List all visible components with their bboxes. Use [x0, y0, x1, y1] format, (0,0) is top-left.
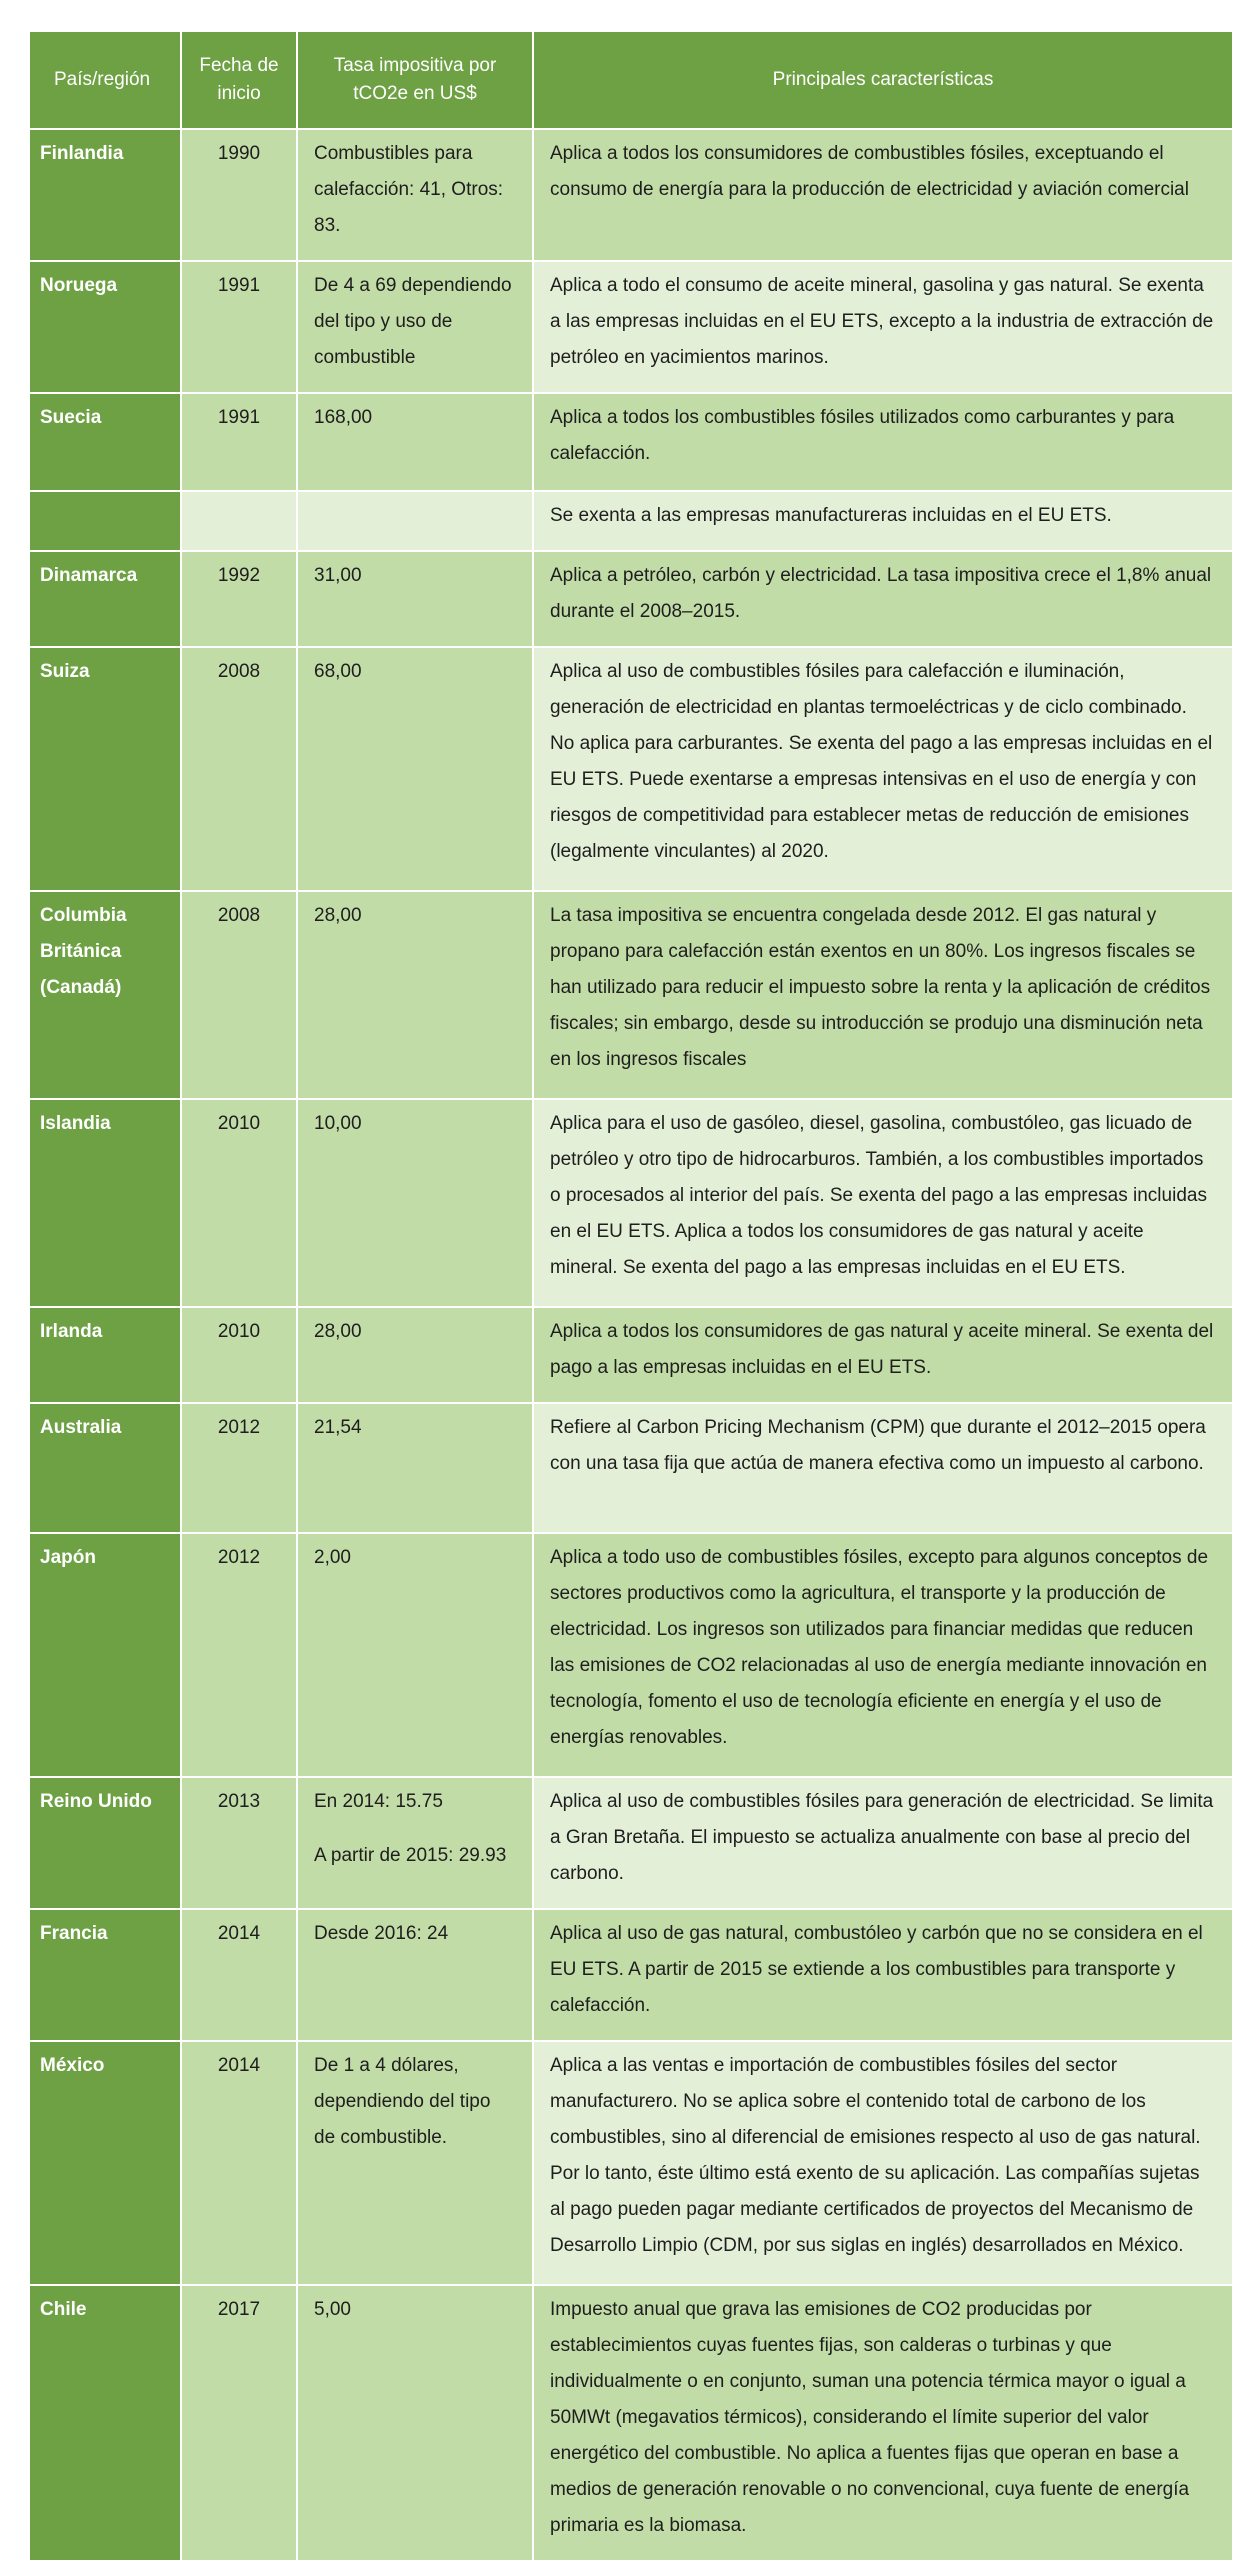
country-cell: Finlandia	[29, 129, 181, 261]
table-body	[29, 129, 1233, 2561]
rate-line: A partir de 2015: 29.93	[314, 1845, 507, 1866]
table-row	[29, 261, 1233, 393]
table-row	[29, 1099, 1233, 1307]
table-row	[29, 393, 1233, 491]
rate-cell	[297, 129, 533, 261]
table-row	[29, 1909, 1233, 2041]
rate-cell	[297, 1777, 533, 1909]
year-cell: 1992	[181, 551, 297, 647]
table-row	[29, 1533, 1233, 1777]
rate-line: 68,00	[314, 661, 362, 682]
features-cell: Aplica al uso de combustibles fósiles para generación de electricidad. Se limita a Gran Bretaña. El impuesto se actualiza anualmente con base al precio del carbono.	[533, 1777, 1233, 1909]
year-cell: 2013	[181, 1777, 297, 1909]
country-cell: México	[29, 2041, 181, 2285]
features-cell: Aplica al uso de gas natural, combustóleo y carbón que no se considera en el EU ETS. A partir de 2015 se extiende a los combustibles para transporte y calefacción.	[533, 1909, 1233, 2041]
rate-cell	[297, 1403, 533, 1533]
table-header-row	[29, 31, 1233, 129]
country-cell: Noruega	[29, 261, 181, 393]
features-cell: Aplica a petróleo, carbón y electricidad. La tasa impositiva crece el 1,8% anual durante el 2008–2015.	[533, 551, 1233, 647]
country-cell: Chile	[29, 2285, 181, 2561]
rate-line: 28,00	[314, 1321, 362, 1342]
features-cell: Aplica a todos los consumidores de combustibles fósiles, exceptuando el consumo de energía para la producción de electricidad y aviación comercial	[533, 129, 1233, 261]
rate-line: 10,00	[314, 1113, 362, 1134]
year-cell: 2014	[181, 2041, 297, 2285]
rate-line: Desde 2016: 24	[314, 1923, 449, 1944]
country-cell: Francia	[29, 1909, 181, 2041]
table-row	[29, 491, 1233, 551]
year-cell: 1991	[181, 261, 297, 393]
country-cell: Suiza	[29, 647, 181, 891]
header-country: País/región	[29, 31, 181, 129]
country-cell: Irlanda	[29, 1307, 181, 1403]
header-features: Principales características	[533, 31, 1233, 129]
rate-cell	[297, 647, 533, 891]
features-cell: Aplica a todo el consumo de aceite mineral, gasolina y gas natural. Se exenta a las empresas incluidas en el EU ETS, excepto a la industria de extracción de petróleo en yacimientos marinos.	[533, 261, 1233, 393]
country-cell	[29, 491, 181, 551]
year-cell	[181, 491, 297, 551]
year-cell: 2010	[181, 1099, 297, 1307]
year-cell: 1991	[181, 393, 297, 491]
rate-cell	[297, 1307, 533, 1403]
rate-line: 28,00	[314, 905, 362, 926]
features-cell: Aplica a las ventas e importación de combustibles fósiles del sector manufacturero. No se aplica sobre el contenido total de carbono de los combustibles, sino al diferencial de emisiones respecto al uso de gas natural. Por lo tanto, éste último está exento de su aplicación. Las compañías sujetas al pago pueden pagar mediante certificados de proyectos del Mecanismo de Desarrollo Limpio (CDM, por sus siglas en inglés) desarrollados en México.	[533, 2041, 1233, 2285]
rate-line: 2,00	[314, 1547, 351, 1568]
rate-cell	[297, 2285, 533, 2561]
year-cell: 1990	[181, 129, 297, 261]
rate-cell	[297, 393, 533, 491]
country-cell: Columbia Británica (Canadá)	[29, 891, 181, 1099]
country-cell: Suecia	[29, 393, 181, 491]
rate-cell	[297, 891, 533, 1099]
table-row	[29, 1403, 1233, 1533]
table-row	[29, 1777, 1233, 1909]
rate-cell	[297, 1099, 533, 1307]
year-cell: 2012	[181, 1533, 297, 1777]
rate-cell	[297, 491, 533, 551]
country-cell: Islandia	[29, 1099, 181, 1307]
year-cell: 2014	[181, 1909, 297, 2041]
rate-line: Combustibles para calefacción: 41, Otros: 83.	[314, 143, 504, 236]
country-cell: Japón	[29, 1533, 181, 1777]
year-cell: 2008	[181, 647, 297, 891]
features-cell: Aplica al uso de combustibles fósiles para calefacción e iluminación, generación de electricidad en plantas termoeléctricas y de ciclo combinado. No aplica para carburantes. Se exenta del pago a las empresas incluidas en el EU ETS. Puede exentarse a empresas intensivas en el uso de energía y con riesgos de competitividad para establecer metas de reducción de emisiones (legalmente vinculantes) al 2020.	[533, 647, 1233, 891]
features-cell: La tasa impositiva se encuentra congelada desde 2012. El gas natural y propano para calefacción están exentos en un 80%. Los ingresos fiscales se han utilizado para reducir el impuesto sobre la renta y la aplicación de créditos fiscales; sin embargo, desde su introducción se produjo una disminución neta en los ingresos fiscales	[533, 891, 1233, 1099]
table-row	[29, 647, 1233, 891]
features-cell: Aplica a todos los consumidores de gas natural y aceite mineral. Se exenta del pago a las empresas incluidas en el EU ETS.	[533, 1307, 1233, 1403]
table-row	[29, 1307, 1233, 1403]
country-cell: Dinamarca	[29, 551, 181, 647]
table-row	[29, 129, 1233, 261]
table-row	[29, 551, 1233, 647]
year-cell: 2017	[181, 2285, 297, 2561]
features-cell: Aplica a todo uso de combustibles fósiles, excepto para algunos conceptos de sectores productivos como la agricultura, el transporte y la producción de electricidad. Los ingresos son utilizados para financiar medidas que reducen las emisiones de CO2 relacionadas al uso de energía mediante innovación en tecnología, fomento el uso de tecnología eficiente en energía y el uso de energías renovables.	[533, 1533, 1233, 1777]
rate-cell	[297, 1533, 533, 1777]
rate-line: De 4 a 69 dependiendo del tipo y uso de combustible	[314, 275, 512, 368]
rate-line: 31,00	[314, 565, 362, 586]
features-cell: Refiere al Carbon Pricing Mechanism (CPM) que durante el 2012–2015 opera con una tasa fija que actúa de manera efectiva como un impuesto al carbono.	[533, 1403, 1233, 1533]
country-cell: Reino Unido	[29, 1777, 181, 1909]
rate-line: 5,00	[314, 2299, 351, 2320]
rate-cell	[297, 261, 533, 393]
year-cell: 2008	[181, 891, 297, 1099]
features-cell: Aplica a todos los combustibles fósiles utilizados como carburantes y para calefacción.	[533, 393, 1233, 491]
tax-table-container	[28, 30, 1232, 2562]
carbon-tax-table	[28, 30, 1234, 2562]
rate-line: 21,54	[314, 1417, 362, 1438]
features-cell: Se exenta a las empresas manufactureras incluidas en el EU ETS.	[533, 491, 1233, 551]
header-rate: Tasa impositiva por tCO2e en US$	[297, 31, 533, 129]
table-row	[29, 891, 1233, 1099]
year-cell: 2010	[181, 1307, 297, 1403]
header-year: Fecha de inicio	[181, 31, 297, 129]
rate-line: 168,00	[314, 407, 373, 428]
table-row	[29, 2041, 1233, 2285]
features-cell: Impuesto anual que grava las emisiones de CO2 producidas por establecimientos cuyas fuentes fijas, son calderas o turbinas y que individualmente o en conjunto, suman una potencia térmica mayor o igual a 50MWt (megavatios térmicos), considerando el límite superior del valor energético del combustible. No aplica a fuentes fijas que operan en base a medios de generación renovable o no convencional, cuya fuente de energía primaria es la biomasa.	[533, 2285, 1233, 2561]
table-row	[29, 2285, 1233, 2561]
rate-cell	[297, 2041, 533, 2285]
rate-cell	[297, 551, 533, 647]
country-cell: Australia	[29, 1403, 181, 1533]
rate-line: En 2014: 15.75	[314, 1791, 443, 1812]
year-cell: 2012	[181, 1403, 297, 1533]
rate-cell	[297, 1909, 533, 2041]
rate-line: De 1 a 4 dólares, dependiendo del tipo de combustible.	[314, 2055, 491, 2148]
features-cell: Aplica para el uso de gasóleo, diesel, gasolina, combustóleo, gas licuado de petróleo y otro tipo de hidrocarburos. También, a los combustibles importados o procesados al interior del país. Se exenta del pago a las empresas incluidas en el EU ETS. Aplica a todos los consumidores de gas natural y aceite mineral. Se exenta del pago a las empresas incluidas en el EU ETS.	[533, 1099, 1233, 1307]
